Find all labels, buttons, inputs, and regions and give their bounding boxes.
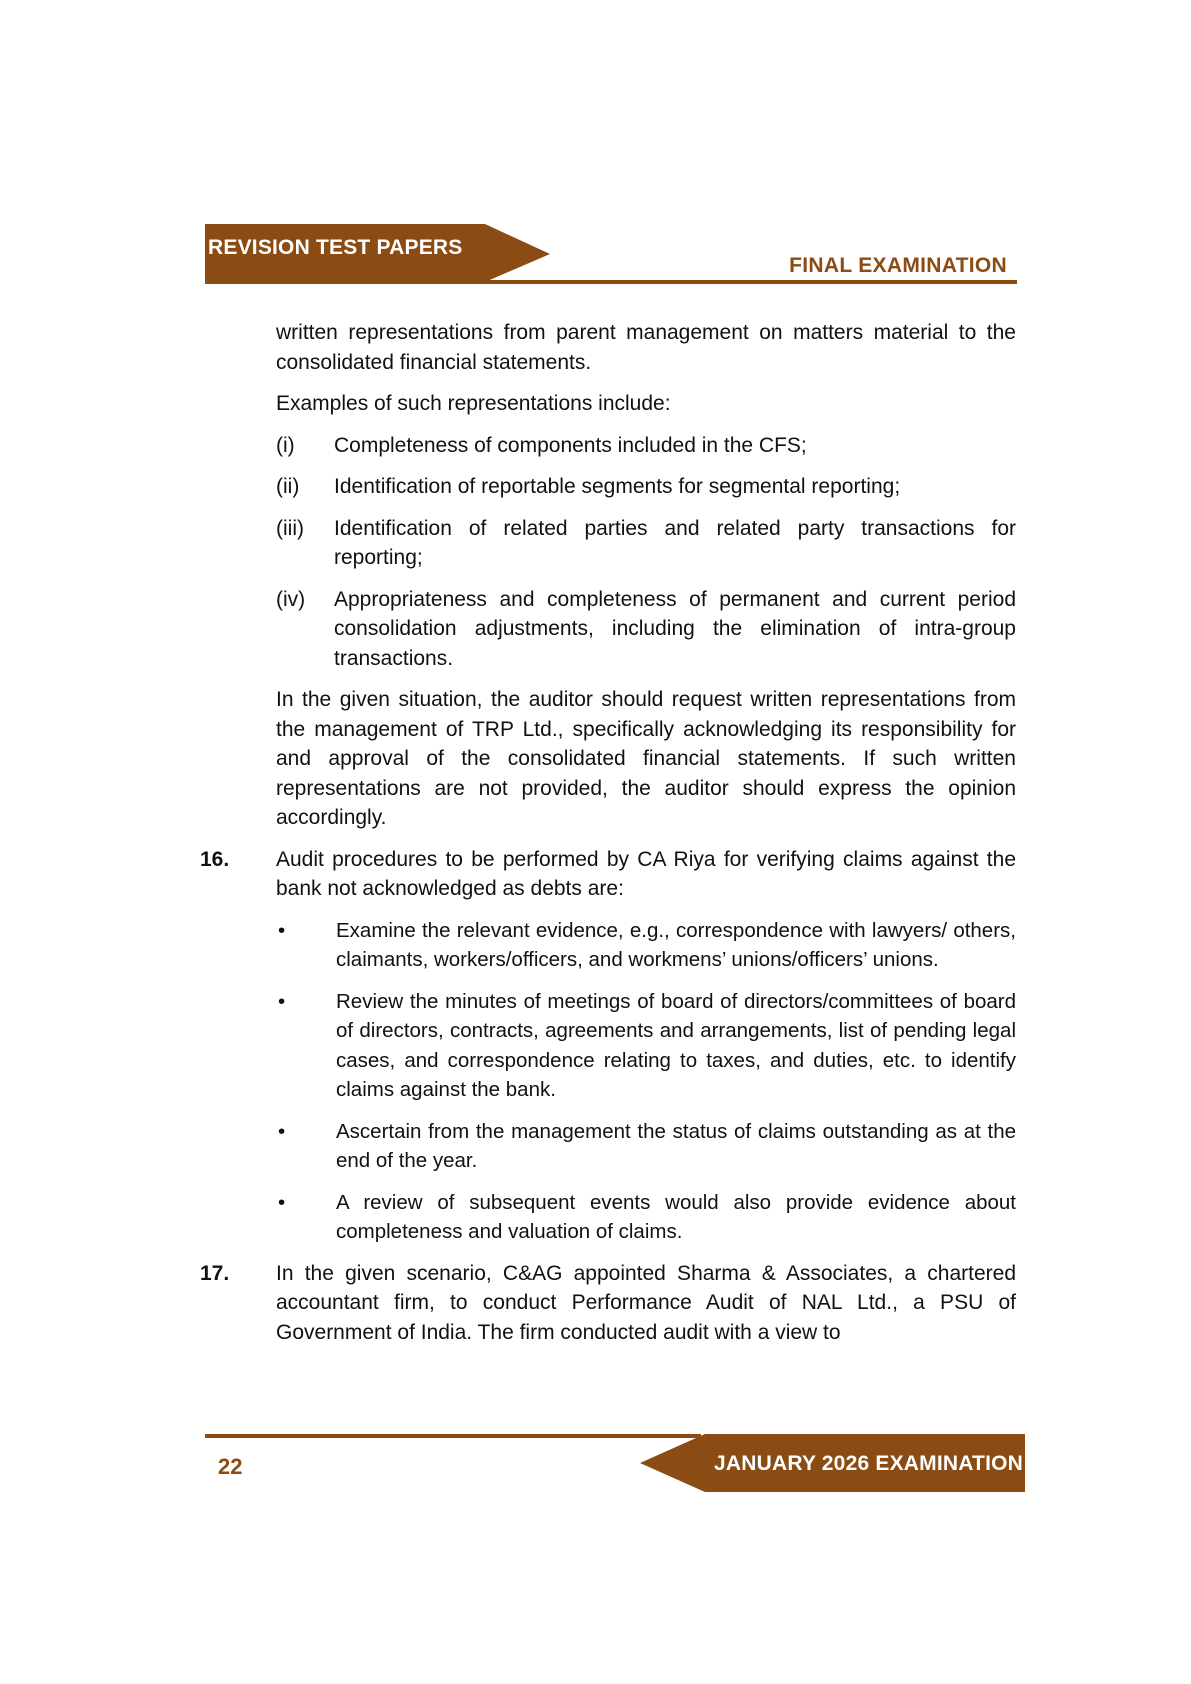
list-marker: (iii) <box>276 516 304 540</box>
list-item-text: Identification of reportable segments for segmental reporting; <box>334 475 901 498</box>
bullet-icon: • <box>278 1190 286 1214</box>
examples-list <box>276 431 1016 674</box>
list-item-text: Review the minutes of meetings of board of directors/committees of board of directors, contracts, agreements and arrangements, list of pending legal cases, and correspondence relating to taxes, and duties, etc. to identify claims against the bank. <box>336 989 1016 1101</box>
header-right-title: FINAL EXAMINATION <box>789 254 1007 277</box>
list-marker: (iv) <box>276 587 306 611</box>
list-item-text: Appropriateness and completeness of permanent and current period consolidation adjustments, including the elimination of intra-group transactions. <box>334 587 1016 670</box>
list-item-text: Completeness of components included in the CFS; <box>334 433 807 457</box>
bullet-icon: • <box>278 1119 286 1143</box>
question-17 <box>200 1259 1016 1348</box>
list-item-text: Identification of related parties and related party transactions for reporting; <box>334 516 1016 569</box>
list-item <box>276 514 1016 573</box>
list-item <box>276 916 1016 975</box>
page-content <box>200 318 1016 1359</box>
audit-procedures-list <box>276 916 1016 1247</box>
list-item-text: Examine the relevant evidence, e.g., correspondence with lawyers/ others, claimants, workers/officers, and workmens’ unions/officers’ unions. <box>336 918 1016 971</box>
footer-exam-title: JANUARY 2026 EXAMINATION <box>714 1452 1023 1475</box>
footer-rule <box>205 1434 701 1438</box>
list-item <box>276 1117 1016 1176</box>
list-item <box>276 585 1016 674</box>
list-item <box>276 431 1016 461</box>
question-number: 17. <box>200 1261 230 1285</box>
list-marker: (i) <box>276 433 295 457</box>
list-item <box>276 1188 1016 1247</box>
list-item-text: Ascertain from the management the status of claims outstanding as at the end of the year. <box>336 1119 1016 1172</box>
intro-paragraph: written representations from parent management on matters material to the consolidated financial statements. <box>276 321 1016 374</box>
list-marker: (ii) <box>276 475 300 498</box>
question-text: Audit procedures to be performed by CA Riya for verifying claims against the bank not acknowledged as debts are: <box>276 847 1016 900</box>
bullet-icon: • <box>278 989 286 1013</box>
list-item <box>276 472 1016 502</box>
page-number: 22 <box>218 1454 243 1479</box>
header-rule <box>205 280 1017 284</box>
question-text: In the given scenario, C&AG appointed Sharma & Associates, a chartered accountant firm, to conduct Performance Audit of NAL Ltd., a PSU of Government of India. The firm conducted audit with a view to <box>276 1261 1016 1344</box>
question-number: 16. <box>200 847 230 871</box>
examples-intro: Examples of such representations include: <box>276 392 671 415</box>
bullet-icon: • <box>278 918 286 942</box>
situation-paragraph: In the given situation, the auditor should request written representations from the management of TRP Ltd., specifically acknowledging its responsibility for and approval of the consolidated financial statements. If such written representations are not provided, the auditor should express the opinion accordingly. <box>276 688 1016 829</box>
list-item-text: A review of subsequent events would also provide evidence about completeness and valuation of claims. <box>336 1190 1016 1243</box>
header-left-title: REVISION TEST PAPERS <box>208 236 463 259</box>
list-item <box>276 987 1016 1105</box>
question-16 <box>200 845 1016 904</box>
